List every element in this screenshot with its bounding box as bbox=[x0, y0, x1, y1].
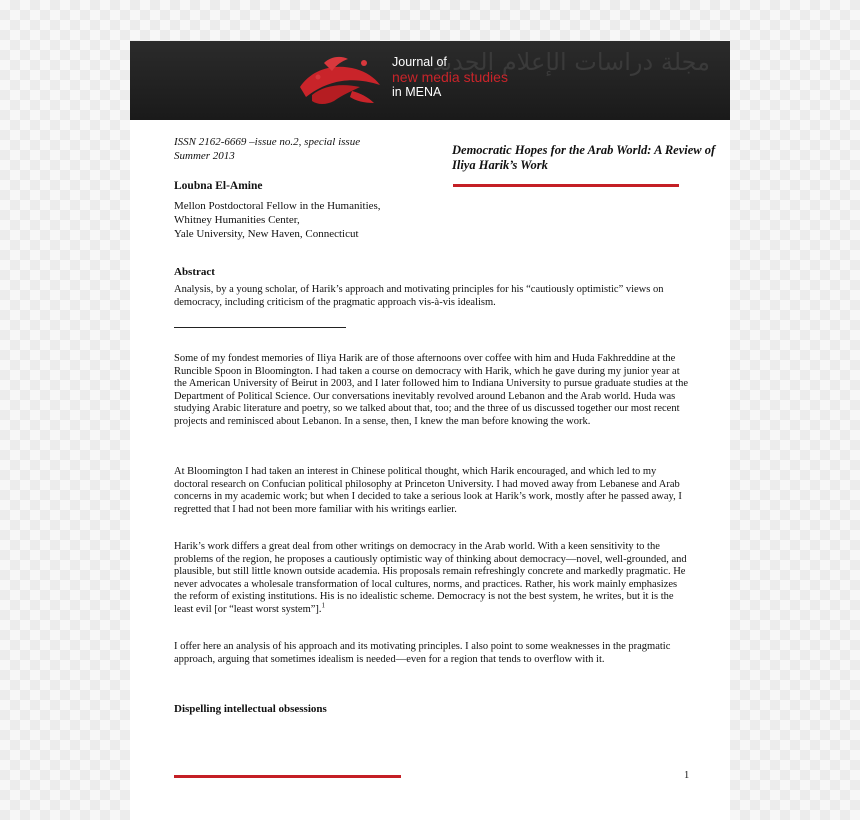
document-page bbox=[130, 41, 730, 820]
issue-date: Summer 2013 bbox=[174, 150, 235, 162]
section-heading: Dispelling intellectual obsessions bbox=[174, 703, 327, 715]
arabic-calligraphy-logo-icon bbox=[294, 51, 386, 109]
journal-name-line2: new media studies bbox=[392, 69, 508, 85]
article-title-box bbox=[445, 125, 729, 230]
abstract-separator-line bbox=[174, 327, 346, 328]
affiliation-line: Mellon Postdoctoral Fellow in the Humanities, bbox=[174, 200, 381, 212]
author-name: Loubna El-Amine bbox=[174, 180, 263, 192]
issue-info bbox=[174, 135, 360, 163]
article-title: Democratic Hopes for the Arab World: A Review of Iliya Harik’s Work bbox=[452, 143, 716, 172]
banner-arabic-watermark: مجلة دراسات الإعلام الجديد bbox=[432, 48, 710, 76]
journal-banner bbox=[130, 41, 730, 120]
body-paragraph-4: I offer here an analysis of his approach and its motivating principles. I also point to some weaknesses in the pragmatic approach, arguing that sometimes idealism is needed—even for a region that tends to overflow with it. bbox=[174, 641, 671, 665]
author-affiliation bbox=[174, 199, 381, 241]
body-paragraph-2: At Bloomington I had taken an interest in Chinese political thought, which Harik encouraged, and which led to my doctoral research on Confucian political philosophy at Princeton University. I had moved away from Lebanese and Arab concerns in my academic work; but when I decided to take a serious look at Harik’s work, mostly after he passed away, I regretted that I had not been more familiar with his writings earlier. bbox=[174, 466, 682, 515]
abstract-text: Analysis, by a young scholar, of Harik’s approach and motivating principles for his “cautiously optimistic” views on democracy, including criticism of the pragmatic approach vis-à-vis idealism. bbox=[174, 284, 664, 308]
title-underline-rule bbox=[453, 184, 679, 187]
issn-line: ISSN 2162-6669 –issue no.2, special issue bbox=[174, 136, 361, 148]
affiliation-line: Whitney Humanities Center, bbox=[174, 214, 300, 226]
footer-rule bbox=[174, 775, 401, 778]
page-number: 1 bbox=[684, 770, 690, 781]
footnote-marker[interactable]: 1 bbox=[321, 601, 326, 610]
body-paragraph-3-text: Harik’s work differs a great deal from other writings on democracy in the Arab world. With a keen sensitivity to the problems of the region, he proposes a cautiously optimistic way of thinking about democracy—novel, well-grounded, and plausible, but still little known outside academia. His proposals remain refreshingly concrete and markedly pragmatic. He never advocates a wholesale transformation of local cultures, norms, and practices. Rather, his work mainly emphasizes the reform of existing institutions. His is no idealistic scheme. Democracy is not the best system, he writes, but it is the least evil [or “least worst system”]. bbox=[174, 541, 687, 615]
abstract-heading: Abstract bbox=[174, 266, 215, 278]
journal-name-line3: in MENA bbox=[392, 85, 442, 99]
journal-name bbox=[392, 55, 508, 100]
affiliation-line: Yale University, New Haven, Connecticut bbox=[174, 228, 359, 240]
body-paragraph-3 bbox=[174, 541, 690, 617]
body-paragraph-1: Some of my fondest memories of Iliya Harik are of those afternoons over coffee with him and Huda Fakhreddine at the Runcible Spoon in Bloomington. I had taken a course on democracy with Harik, which he gave during my junior year at the American University of Beirut in 2003, and I later followed him to Indiana University to pursue graduate studies at the Department of Political Science. Our conversations inevitably revolved around Lebanon and the Arab world. Huda was studying Arabic literature and poetry, so we talked about that, too; and the three of us discussed together our most recent projects and reminisced about Lebanon. In a sense, then, I knew the man before knowing the work. bbox=[174, 353, 689, 427]
journal-name-line1: Journal of bbox=[392, 55, 447, 69]
